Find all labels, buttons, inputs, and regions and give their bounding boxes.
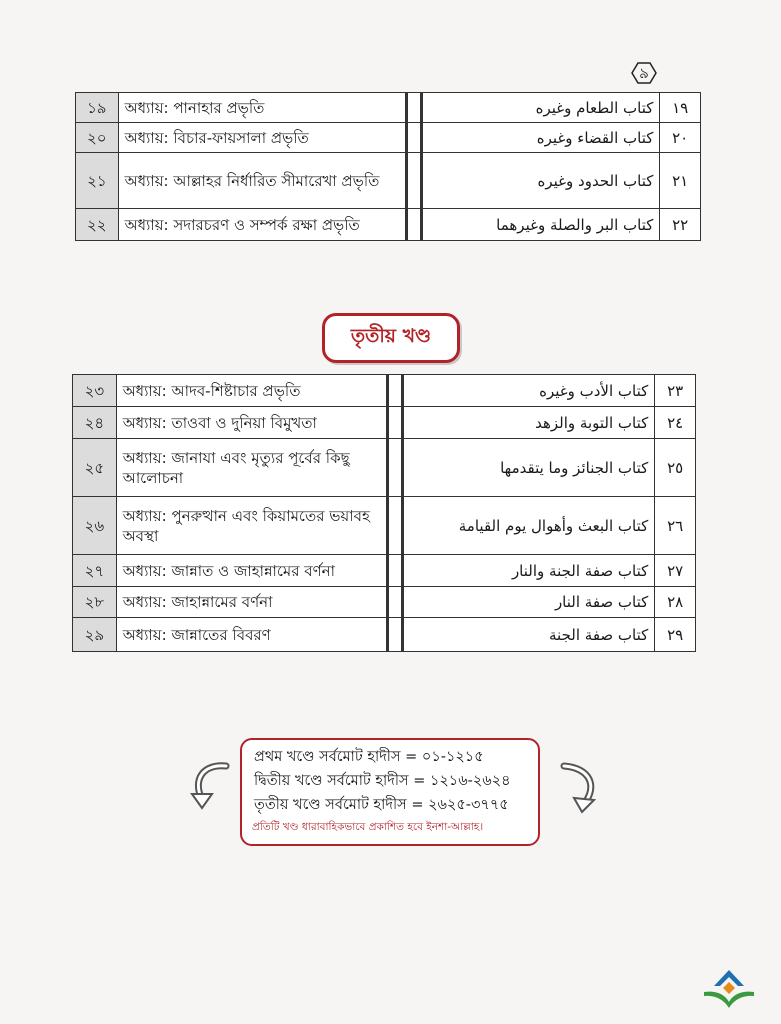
arabic-chapter-title: كتاب صفة الجنة والنار (402, 555, 655, 587)
arabic-chapter-number: ٢٠ (660, 123, 701, 153)
volume2-table (75, 92, 701, 241)
curved-arrow-right-icon (556, 760, 606, 816)
curved-arrow-left-icon (186, 760, 236, 812)
table-row (73, 407, 696, 439)
bangla-chapter-title: অধ্যায়: তাওবা ও দুনিয়া বিমুখতা (116, 407, 387, 439)
bangla-chapter-title: অধ্যায়: জানাযা এবং মৃত্যুর পূর্বের কিছু আলোচনা (116, 439, 387, 497)
summary-volume3: তৃতীয় খণ্ডে সর্বমোট হাদীস = ২৬২৫-৩৭৭৫ (254, 797, 509, 813)
arabic-chapter-number: ٢٨ (655, 587, 696, 618)
bangla-chapter-number: ২১ (76, 153, 119, 209)
bangla-chapter-title: অধ্যায়: পানাহার প্রভৃতি (118, 93, 406, 123)
table-row (73, 439, 696, 497)
table-row (73, 497, 696, 555)
column-divider (387, 497, 402, 555)
arabic-chapter-title: كتاب البعث وأهوال يوم القيامة (402, 497, 655, 555)
bangla-chapter-title: অধ্যায়: সদারচরণ ও সম্পর্ক রক্ষা প্রভৃতি (118, 209, 406, 241)
bangla-chapter-number: ২০ (76, 123, 119, 153)
bangla-chapter-title: অধ্যায়: জান্নাত ও জাহান্নামের বর্ণনা (116, 555, 387, 587)
arabic-chapter-number: ٢٩ (655, 618, 696, 652)
table-row (73, 587, 696, 618)
arabic-chapter-title: كتاب صفة النار (402, 587, 655, 618)
hadith-count-summary (240, 738, 540, 846)
page-number (626, 60, 662, 86)
bangla-chapter-number: ২৪ (73, 407, 117, 439)
bangla-chapter-title: অধ্যায়: পুনরুত্থান এবং কিয়ামতের ভয়াবহ অবস্থা (116, 497, 387, 555)
column-divider (387, 375, 402, 407)
arabic-chapter-title: كتاب صفة الجنة (402, 618, 655, 652)
arabic-chapter-title: كتاب الطعام وغيره (421, 93, 660, 123)
bangla-chapter-number: ২৯ (73, 618, 117, 652)
arabic-chapter-number: ١٩ (660, 93, 701, 123)
bangla-chapter-title: অধ্যায়: জাহান্নামের বর্ণনা (116, 587, 387, 618)
column-divider (387, 439, 402, 497)
arabic-chapter-title: كتاب التوبة والزهد (402, 407, 655, 439)
bangla-chapter-number: ২৭ (73, 555, 117, 587)
arabic-chapter-title: كتاب الأدب وغيره (402, 375, 655, 407)
column-divider (387, 587, 402, 618)
column-divider (387, 555, 402, 587)
bangla-chapter-title: অধ্যায়: আল্লাহর নির্ধারিত সীমারেখা প্রভৃতি (118, 153, 406, 209)
arabic-chapter-number: ٢٧ (655, 555, 696, 587)
publication-note: প্রতিটি খণ্ড ধারাবাহিকভাবে প্রকাশিত হবে ইনশা-আল্লাহ। (252, 821, 484, 833)
bangla-chapter-number: ১৯ (76, 93, 119, 123)
bangla-chapter-title: অধ্যায়: আদব-শিষ্টাচার প্রভৃতি (116, 375, 387, 407)
arabic-chapter-title: كتاب الحدود وغيره (421, 153, 660, 209)
arabic-chapter-title: كتاب البر والصلة وغيرهما (421, 209, 660, 241)
bangla-chapter-number: ২২ (76, 209, 119, 241)
bangla-chapter-number: ২৮ (73, 587, 117, 618)
table-row (76, 123, 701, 153)
page-number-text: ৯ (639, 64, 649, 82)
bangla-chapter-number: ২৬ (73, 497, 117, 555)
table-row (73, 375, 696, 407)
table-row (73, 618, 696, 652)
table-row (73, 555, 696, 587)
summary-volume2: দ্বিতীয় খণ্ডে সর্বমোট হাদীস = ১২১৬-২৬২৪ (254, 773, 511, 789)
bangla-chapter-title: অধ্যায়: জান্নাতের বিবরণ (116, 618, 387, 652)
column-divider (406, 209, 421, 241)
volume3-table (72, 374, 696, 652)
arabic-chapter-title: كتاب القضاء وغيره (421, 123, 660, 153)
arabic-chapter-number: ٢١ (660, 153, 701, 209)
arabic-chapter-number: ٢٤ (655, 407, 696, 439)
table-row (76, 209, 701, 241)
column-divider (387, 618, 402, 652)
bangla-chapter-title: অধ্যায়: বিচার-ফায়সালা প্রভৃতি (118, 123, 406, 153)
column-divider (406, 123, 421, 153)
column-divider (406, 153, 421, 209)
bangla-chapter-number: ২৫ (73, 439, 117, 497)
table-row (76, 93, 701, 123)
arabic-chapter-title: كتاب الجنائز وما يتقدمها (402, 439, 655, 497)
table-row (76, 153, 701, 209)
column-divider (406, 93, 421, 123)
bangla-chapter-number: ২৩ (73, 375, 117, 407)
summary-volume1: প্রথম খণ্ডে সর্বমোট হাদীস = ০১-১২১৫ (254, 749, 484, 765)
arabic-chapter-number: ٢٢ (660, 209, 701, 241)
arabic-chapter-number: ٢٣ (655, 375, 696, 407)
arabic-chapter-number: ٢٥ (655, 439, 696, 497)
column-divider (387, 407, 402, 439)
arabic-chapter-number: ٢٦ (655, 497, 696, 555)
section-title-volume3: তৃতীয় খণ্ড (322, 313, 460, 363)
publisher-logo-icon (700, 966, 758, 1010)
